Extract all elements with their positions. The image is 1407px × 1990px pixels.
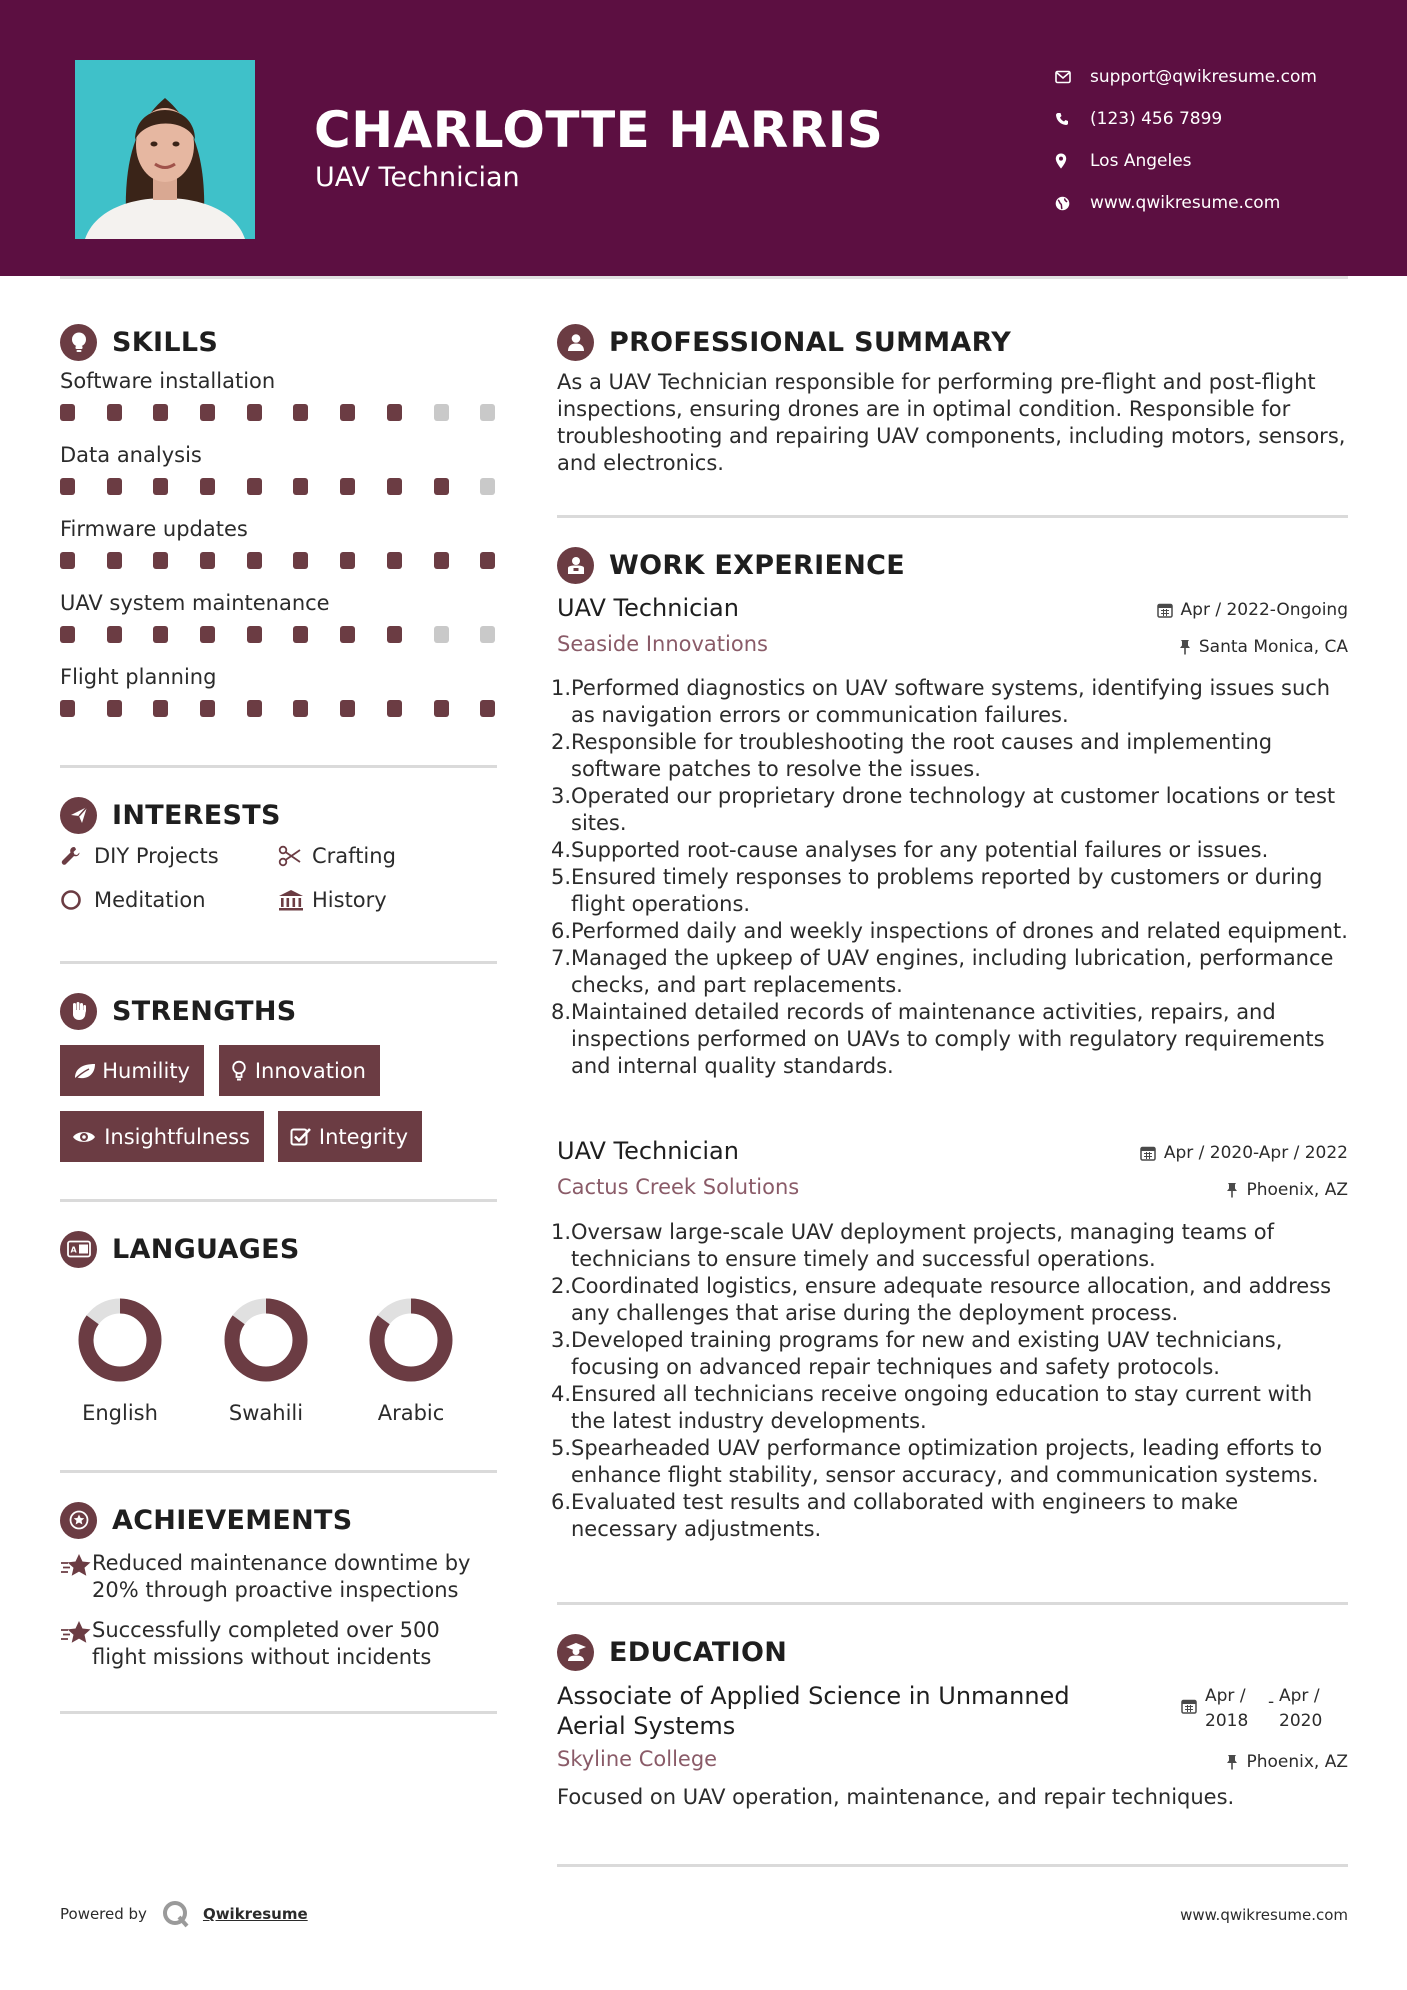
skill-dot-filled [247, 552, 262, 569]
skill-dot-filled [480, 552, 495, 569]
skill-item [60, 366, 500, 440]
job-location [1179, 637, 1348, 657]
education-location-text: Phoenix, AZ [1246, 1752, 1348, 1772]
job-bullet [551, 729, 1348, 783]
job-entry-header [557, 1137, 1348, 1169]
calendar-icon [1140, 1145, 1156, 1161]
bullet-number: 2. [551, 730, 572, 754]
globe-icon [1055, 193, 1090, 213]
summary-title: PROFESSIONAL SUMMARY [609, 326, 1012, 358]
degree-title [557, 1681, 1117, 1741]
education-description: Focused on UAV operation, maintenance, and repair techniques. [557, 1785, 1235, 1809]
contact-email-text: support@qwikresume.com [1090, 67, 1317, 87]
edu-start-year: 2018 [1205, 1711, 1249, 1731]
skill-dot-filled [387, 552, 402, 569]
strength-label: Insightfulness [104, 1124, 250, 1149]
skills-heading [60, 322, 500, 362]
pushpin-icon [1179, 639, 1191, 655]
skill-dot-filled [60, 478, 75, 495]
bullet-text: Performed diagnostics on UAV software systems, identifying issues such as navigation errors or communication failures. [571, 676, 1331, 727]
job-bullet [551, 1327, 1348, 1381]
strength-chip [60, 1111, 264, 1162]
job-bullet-list [551, 1219, 1348, 1543]
skill-dot-filled [293, 404, 308, 421]
skill-dot-empty [434, 626, 449, 643]
skill-dot-filled [293, 700, 308, 717]
job-bullet [551, 837, 1348, 864]
job-bullet [551, 1435, 1348, 1489]
leaf-icon [72, 1061, 102, 1081]
skill-dot-filled [200, 404, 215, 421]
skill-dot-filled [247, 478, 262, 495]
job-bullet [551, 783, 1348, 837]
skill-item [60, 662, 500, 736]
bullet-text: Operated our proprietary drone technology at customer locations or test sites. [571, 784, 1336, 835]
job-bullet-list [551, 675, 1348, 1080]
language-label: Swahili [228, 1401, 304, 1425]
skill-rating [60, 618, 500, 662]
interest-label: History [312, 888, 387, 912]
contact-list [1055, 56, 1317, 224]
skill-name: Flight planning [60, 665, 217, 689]
languages-title: LANGUAGES [112, 1233, 300, 1265]
bullet-number: 3. [551, 784, 572, 808]
degree-line-1: Associate of Applied Science in Unmanned [557, 1682, 1070, 1710]
strengths-title: STRENGTHS [112, 995, 297, 1027]
experience-section [557, 545, 1348, 585]
skill-dot-filled [293, 552, 308, 569]
language-item [60, 1295, 180, 1425]
section-divider [60, 1470, 497, 1473]
skill-dot-filled [200, 700, 215, 717]
skill-dot-empty [480, 478, 495, 495]
interest-label: DIY Projects [94, 844, 219, 868]
section-divider [557, 1864, 1348, 1867]
bullet-text: Supported root-cause analyses for any potential failures or issues. [571, 838, 1269, 862]
skill-dot-filled [434, 552, 449, 569]
job-dates-text: Apr / 2020-Apr / 2022 [1163, 1143, 1348, 1163]
skill-dot-empty [434, 404, 449, 421]
calendar-icon [1157, 602, 1173, 618]
bullet-text: Ensured timely responses to problems reported by customers or during flight operations. [571, 865, 1323, 916]
header-divider [60, 276, 1348, 279]
interests-title: INTERESTS [112, 799, 281, 831]
bullet-number: 6. [551, 1490, 572, 1514]
qwikresume-link[interactable]: Qwikresume [202, 1905, 308, 1923]
skill-dot-filled [107, 700, 122, 717]
strength-label: Humility [102, 1058, 190, 1083]
section-divider [60, 961, 497, 964]
bullet-text: Ensured all technicians receive ongoing education to stay current with the latest industry developments. [571, 1382, 1313, 1433]
experience-title: WORK EXPERIENCE [609, 549, 905, 581]
scissors-icon [278, 845, 312, 867]
raised-fist-icon [60, 993, 97, 1030]
skill-dot-filled [200, 552, 215, 569]
skill-rating [60, 396, 500, 440]
user-icon [557, 324, 594, 361]
education-title: EDUCATION [609, 1636, 788, 1668]
skills-title: SKILLS [112, 326, 219, 358]
language-donut-chart [206, 1295, 326, 1385]
language-donut-chart [351, 1295, 471, 1385]
skill-item [60, 514, 500, 588]
skill-dot-filled [153, 626, 168, 643]
job-bullet [551, 918, 1348, 945]
skill-dot-filled [480, 700, 495, 717]
languages-heading [60, 1229, 500, 1269]
bullet-number: 2. [551, 1274, 572, 1298]
contact-phone[interactable] [1055, 98, 1317, 140]
job-bullet [551, 675, 1348, 729]
job-bullet [551, 1489, 1348, 1543]
skill-dot-filled [153, 552, 168, 569]
skill-dot-filled [107, 552, 122, 569]
skill-dot-filled [340, 478, 355, 495]
interest-label: Meditation [94, 888, 206, 912]
job-dates [1157, 600, 1348, 620]
skill-dot-filled [153, 478, 168, 495]
skill-dot-filled [387, 626, 402, 643]
education-location [1226, 1752, 1348, 1772]
interest-item [278, 844, 396, 868]
language-label: English [82, 1401, 158, 1425]
bullet-text: Evaluated test results and collaborated with engineers to make necessary adjustments. [571, 1490, 1239, 1541]
school-name: Skyline College [557, 1747, 718, 1771]
achievement-text: Reduced maintenance downtime by 20% through proactive inspections [92, 1551, 471, 1602]
contact-email[interactable] [1055, 56, 1317, 98]
bullet-text: Developed training programs for new and existing UAV technicians, focusing on advanced repair techniques and safety protocols. [571, 1328, 1283, 1379]
interests-section [60, 795, 500, 835]
bullet-number: 7. [551, 946, 572, 970]
job-entry-subheader [557, 1175, 1348, 1205]
job-bullet [551, 945, 1348, 999]
briefcase-user-icon [557, 547, 594, 584]
interests-heading [60, 795, 500, 835]
job-dates-text: Apr / 2022-Ongoing [1180, 600, 1348, 620]
skill-dot-filled [387, 700, 402, 717]
experience-heading [557, 545, 1348, 585]
skill-dot-filled [60, 626, 75, 643]
bullet-text: Responsible for troubleshooting the root causes and implementing software patches to resolve the issues. [571, 730, 1273, 781]
calendar-icon [1181, 1698, 1197, 1718]
section-divider [60, 765, 497, 768]
profile-photo [75, 60, 255, 239]
skill-dot-filled [153, 404, 168, 421]
qwikresume-logo-icon [161, 1899, 191, 1929]
candidate-title: UAV Technician [315, 162, 520, 193]
skill-dot-filled [153, 700, 168, 717]
pushpin-icon [1226, 1182, 1238, 1198]
strengths-section [60, 991, 500, 1031]
star-icon [60, 1550, 92, 1604]
achievements-heading [60, 1500, 500, 1540]
skill-dot-filled [387, 404, 402, 421]
interest-item [60, 844, 219, 868]
skill-name: Data analysis [60, 443, 202, 467]
language-label: Arabic [377, 1401, 445, 1425]
paper-plane-icon [60, 797, 97, 834]
achievements-section [60, 1500, 500, 1540]
skill-dot-filled [200, 626, 215, 643]
bullet-number: 5. [551, 865, 572, 889]
lightbulb-icon [60, 324, 97, 361]
skill-dot-filled [434, 478, 449, 495]
skill-item [60, 588, 500, 662]
candidate-name: CHARLOTTE HARRIS [314, 101, 884, 159]
location-pin-icon [1055, 151, 1090, 171]
language-icon [60, 1231, 97, 1268]
skill-dot-filled [434, 700, 449, 717]
achievement-item [60, 1617, 500, 1671]
company-name: Seaside Innovations [557, 632, 768, 656]
skills-list [60, 366, 500, 736]
contact-phone-text: (123) 456 7899 [1090, 109, 1223, 129]
skill-dot-filled [293, 478, 308, 495]
edu-end-month: Apr / [1279, 1686, 1320, 1706]
checkbox-icon [290, 1127, 319, 1147]
skill-rating [60, 692, 500, 736]
powered-by-text: Powered by [60, 1905, 147, 1923]
section-divider [60, 1711, 497, 1714]
languages-section [60, 1229, 500, 1269]
strength-label: Integrity [318, 1124, 408, 1149]
edu-end-year: 2020 [1279, 1711, 1323, 1731]
skill-dot-filled [200, 478, 215, 495]
bullet-text: Spearheaded UAV performance optimization projects, leading efforts to enhance flight stability, sensor accuracy, and communication systems. [571, 1436, 1323, 1487]
bullet-number: 4. [551, 1382, 572, 1406]
skill-item [60, 440, 500, 514]
language-item [206, 1295, 326, 1425]
bullet-number: 1. [551, 1220, 572, 1244]
museum-icon [278, 889, 312, 911]
svg-text:A: A [70, 1245, 77, 1255]
section-divider [557, 1602, 1348, 1605]
pushpin-icon [1226, 1754, 1238, 1770]
bullet-text: Maintained detailed records of maintenance activities, repairs, and inspections performed on UAVs to comply with regulatory requirements and internal quality standards. [571, 1000, 1325, 1078]
job-location-text: Santa Monica, CA [1198, 637, 1348, 657]
skill-dot-filled [247, 626, 262, 643]
skill-dot-filled [247, 404, 262, 421]
education-subheader [557, 1747, 1348, 1777]
bullet-number: 4. [551, 838, 572, 862]
graduate-icon [557, 1634, 594, 1671]
summary-text: As a UAV Technician responsible for performing pre-flight and post-flight inspections, ensuring drones are in optimal condition. Responsible for troubleshooting and repairing UAV components, including motors, sensors, and electronics. [557, 370, 1346, 475]
skill-dot-empty [480, 626, 495, 643]
skill-dot-filled [340, 404, 355, 421]
degree-line-2: Aerial Systems [557, 1712, 736, 1740]
job-dates [1140, 1143, 1348, 1163]
contact-location-text: Los Angeles [1090, 151, 1192, 171]
skill-dot-filled [60, 404, 75, 421]
interest-item [278, 888, 387, 912]
job-title: UAV Technician [557, 1137, 739, 1165]
footer-url[interactable]: www.qwikresume.com [1180, 1906, 1348, 1924]
resume-header [0, 0, 1407, 276]
section-divider [60, 1199, 497, 1202]
star-badge-icon [60, 1502, 97, 1539]
education-heading [557, 1632, 1348, 1672]
job-entry-header [557, 594, 1348, 626]
summary-heading [557, 322, 1348, 362]
edu-start-month: Apr / [1205, 1686, 1246, 1706]
contact-website[interactable] [1055, 182, 1317, 224]
bullet-number: 8. [551, 1000, 572, 1024]
skill-dot-filled [60, 552, 75, 569]
strength-chip [219, 1045, 380, 1096]
bullet-text: Performed daily and weekly inspections of drones and related equipment. [571, 919, 1348, 943]
job-title: UAV Technician [557, 594, 739, 622]
strength-chip [278, 1111, 422, 1162]
skill-dot-filled [107, 626, 122, 643]
wrench-icon [60, 845, 94, 867]
bullet-number: 3. [551, 1328, 572, 1352]
job-bullet [551, 999, 1348, 1080]
interest-item [60, 888, 206, 912]
bullet-text: Managed the upkeep of UAV engines, including lubrication, performance checks, and part replacements. [571, 946, 1334, 997]
skill-name: Software installation [60, 369, 276, 393]
interest-label: Crafting [312, 844, 396, 868]
strengths-heading [60, 991, 500, 1031]
achievement-item [60, 1550, 500, 1604]
skill-dot-filled [387, 478, 402, 495]
strength-chip [60, 1045, 204, 1096]
job-location [1226, 1180, 1348, 1200]
skill-dot-filled [293, 626, 308, 643]
job-bullet [551, 1219, 1348, 1273]
education-section [557, 1632, 1348, 1672]
contact-website-text: www.qwikresume.com [1090, 193, 1281, 213]
skill-name: Firmware updates [60, 517, 248, 541]
lightbulb-icon [231, 1060, 255, 1082]
bullet-number: 6. [551, 919, 572, 943]
job-bullet [551, 864, 1348, 918]
achievement-text: Successfully completed over 500 flight missions without incidents [92, 1618, 440, 1669]
skill-dot-filled [107, 404, 122, 421]
skill-dot-filled [340, 626, 355, 643]
job-bullet [551, 1381, 1348, 1435]
bullet-number: 1. [551, 676, 572, 700]
skill-dot-filled [107, 478, 122, 495]
job-location-text: Phoenix, AZ [1246, 1180, 1348, 1200]
bullet-text: Oversaw large-scale UAV deployment projects, managing teams of technicians to ensure timely and successful operations. [571, 1220, 1274, 1271]
education-dates [1179, 1684, 1349, 1734]
envelope-icon [1055, 67, 1090, 87]
bullet-text: Coordinated logistics, ensure adequate resource allocation, and address any challenges that arise during the deployment process. [571, 1274, 1332, 1325]
strength-label: Innovation [254, 1058, 366, 1083]
edu-date-dash: - [1268, 1692, 1275, 1712]
phone-icon [1055, 109, 1090, 129]
skill-dot-filled [340, 700, 355, 717]
contact-location [1055, 140, 1317, 182]
section-divider [557, 515, 1348, 518]
skill-rating [60, 470, 500, 514]
summary-section [557, 322, 1348, 477]
eye-icon [72, 1129, 104, 1145]
skills-section [60, 322, 500, 736]
job-bullet [551, 1273, 1348, 1327]
skill-dot-filled [340, 552, 355, 569]
language-item [351, 1295, 471, 1425]
language-donut-chart [60, 1295, 180, 1385]
skill-dot-filled [60, 700, 75, 717]
skill-dot-filled [247, 700, 262, 717]
bullet-number: 5. [551, 1436, 572, 1460]
achievements-title: ACHIEVEMENTS [112, 1504, 353, 1536]
star-icon [60, 1617, 92, 1671]
skill-name: UAV system maintenance [60, 591, 330, 615]
job-entry-subheader [557, 632, 1348, 662]
company-name: Cactus Creek Solutions [557, 1175, 800, 1199]
skill-dot-empty [480, 404, 495, 421]
circle-icon [60, 889, 94, 911]
footer-branding [60, 1899, 308, 1929]
skill-rating [60, 544, 500, 588]
